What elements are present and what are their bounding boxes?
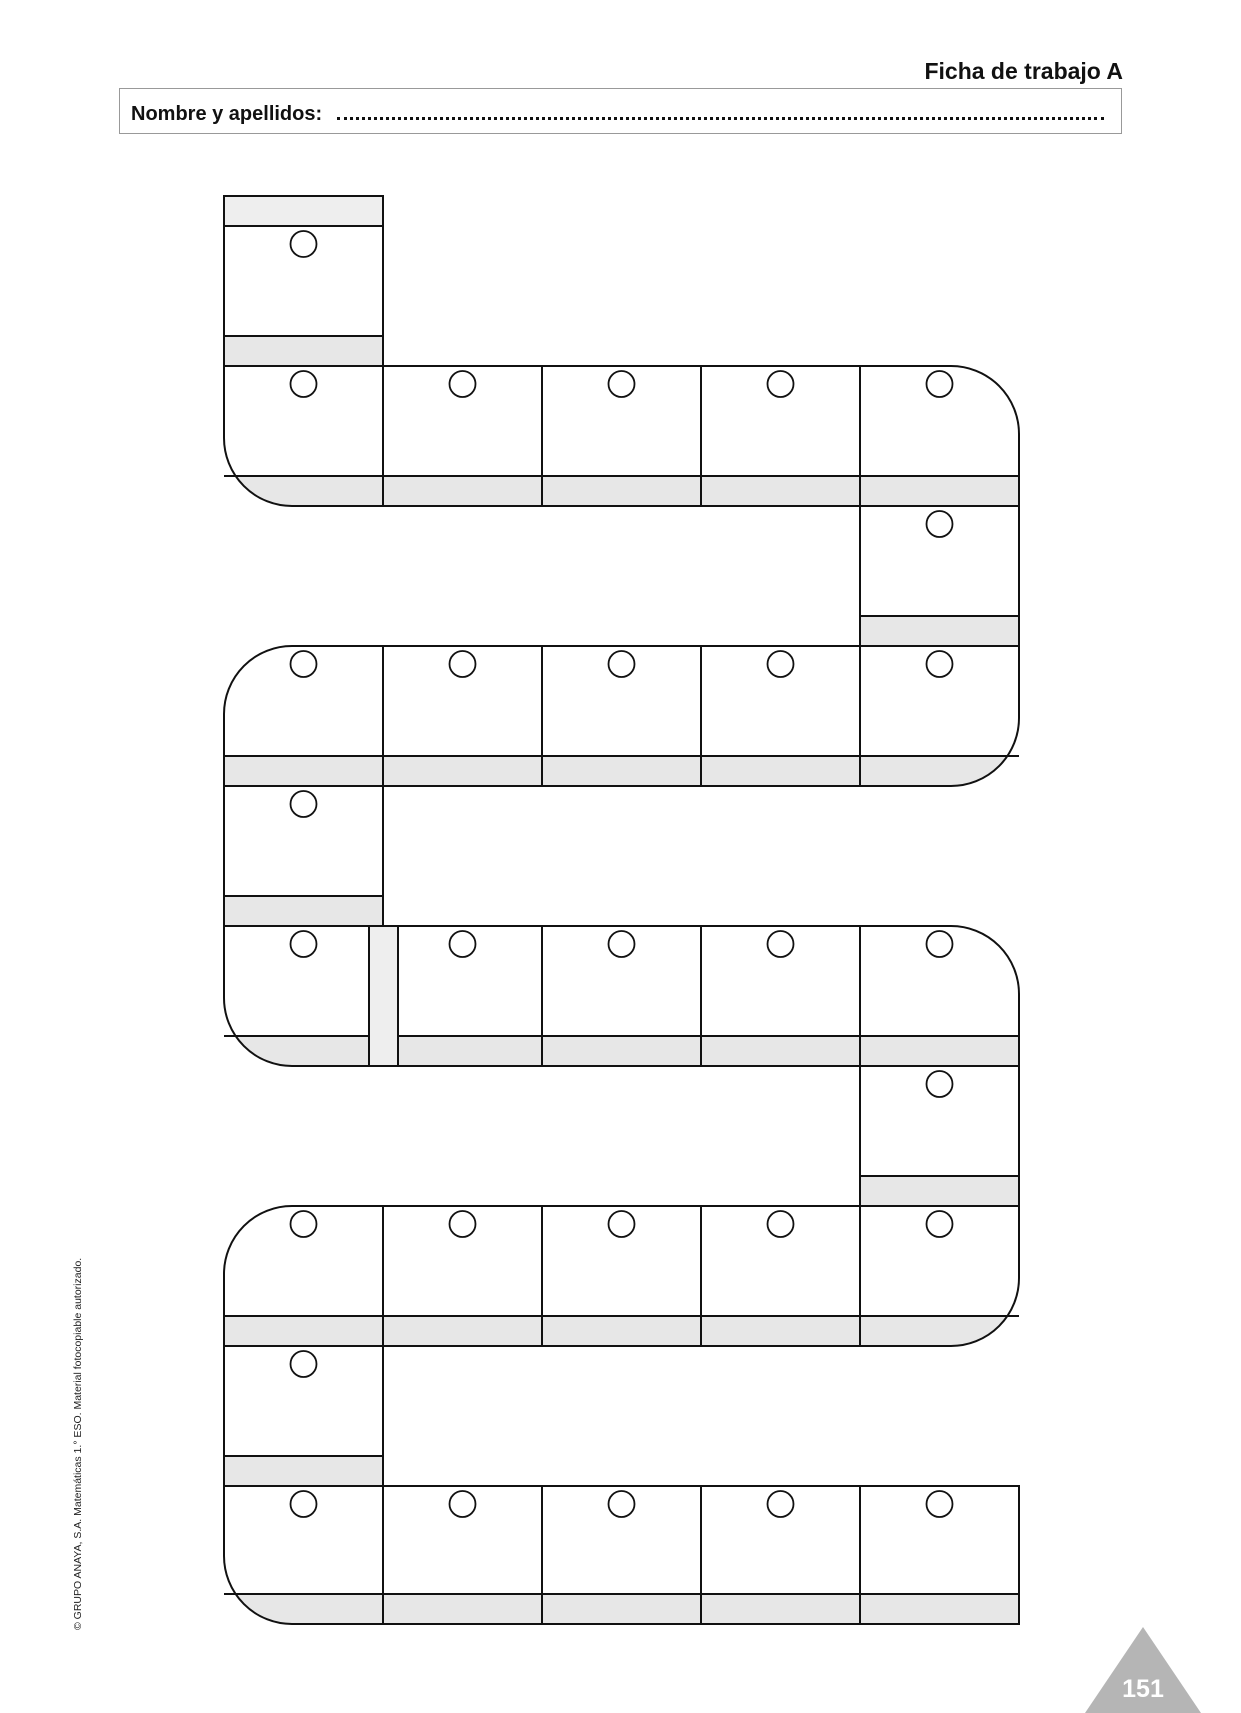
board-cell-24 [224,1206,383,1346]
answer-band [701,476,860,506]
board-cell-2 [224,366,383,506]
cell-number-circle [291,1211,317,1237]
board-cell-15 [383,926,542,1066]
answer-band [383,1036,542,1066]
answer-band [860,616,1019,646]
answer-band [383,1594,542,1624]
cell-number-circle [927,1491,953,1517]
worksheet-title: Ficha de trabajo A [924,58,1123,84]
answer-band [224,1456,383,1486]
board-cell-3 [383,366,542,506]
cell-number-circle [927,1071,953,1097]
board-cell-16 [542,926,701,1066]
cell-number-circle [609,651,635,677]
page-number: 151 [1122,1675,1164,1703]
board-cell-14 [224,926,383,1066]
board-cell-11 [383,646,542,786]
answer-band [224,756,383,786]
name-label: Nombre y apellidos: [131,103,323,125]
cell-number-circle [927,371,953,397]
board-cell-4 [542,366,701,506]
cell-number-circle [609,1211,635,1237]
board-cell-6 [860,366,1019,506]
board-cell-9 [701,646,860,786]
answer-band [701,1316,860,1346]
board-cell-27 [383,1486,542,1624]
answer-band [860,1036,1019,1066]
cell-number-circle [450,651,476,677]
cell-number-circle [450,371,476,397]
board-cell-26 [224,1486,383,1624]
answer-band [383,476,542,506]
cell-number-circle [450,1491,476,1517]
cell-number-circle [927,931,953,957]
answer-band [701,756,860,786]
board-cell-8 [860,646,1019,786]
copyright-notice: © GRUPO ANAYA, S.A. Matemáticas 1.° ESO. Material fotocopiable autorizado. [72,1257,84,1630]
primera-parte-box [224,196,383,226]
answer-band [542,1316,701,1346]
cell-number-circle [927,651,953,677]
cell-number-circle [768,651,794,677]
segunda-parte-strip [369,926,398,1066]
answer-band [542,756,701,786]
board-cell-25 [224,1346,383,1486]
board-cell-5 [701,366,860,506]
board-cell-13 [224,786,383,926]
cell-number-circle [291,1351,317,1377]
cell-number-circle [768,1211,794,1237]
board-cell-10 [542,646,701,786]
answer-band [224,896,383,926]
answer-band [542,1036,701,1066]
cell-number-circle [450,931,476,957]
answer-band [860,1594,1019,1624]
board-cell-30 [860,1486,1019,1624]
board-cell-17 [701,926,860,1066]
board-cell-29 [701,1486,860,1624]
cell-number-circle [609,931,635,957]
board-cell-21 [701,1206,860,1346]
board-cell-22 [542,1206,701,1346]
cell-number-circle [291,791,317,817]
answer-band [224,1316,383,1346]
cell-number-circle [291,651,317,677]
answer-band [542,1594,701,1624]
board-cell-23 [383,1206,542,1346]
answer-band [701,1594,860,1624]
cell-number-circle [768,371,794,397]
board-cell-20 [860,1206,1019,1346]
board-cell-28 [542,1486,701,1624]
board-cell-12 [224,646,383,786]
answer-band [383,1316,542,1346]
cell-number-circle [291,1491,317,1517]
cell-number-circle [291,931,317,957]
cell-number-circle [927,511,953,537]
cell-number-circle [768,1491,794,1517]
cell-number-circle [609,1491,635,1517]
cell-number-circle [927,1211,953,1237]
answer-band [860,476,1019,506]
cell-number-circle [291,371,317,397]
answer-band [224,336,383,366]
cell-number-circle [768,931,794,957]
cell-number-circle [609,371,635,397]
cell-number-circle [450,1211,476,1237]
board-cell-7 [860,506,1019,646]
answer-band [860,1176,1019,1206]
answer-band [542,476,701,506]
answer-band [383,756,542,786]
board-cell-18 [860,926,1019,1066]
answer-band [701,1036,860,1066]
board-cell-1 [224,226,383,366]
board-cell-19 [860,1066,1019,1206]
cell-number-circle [291,231,317,257]
